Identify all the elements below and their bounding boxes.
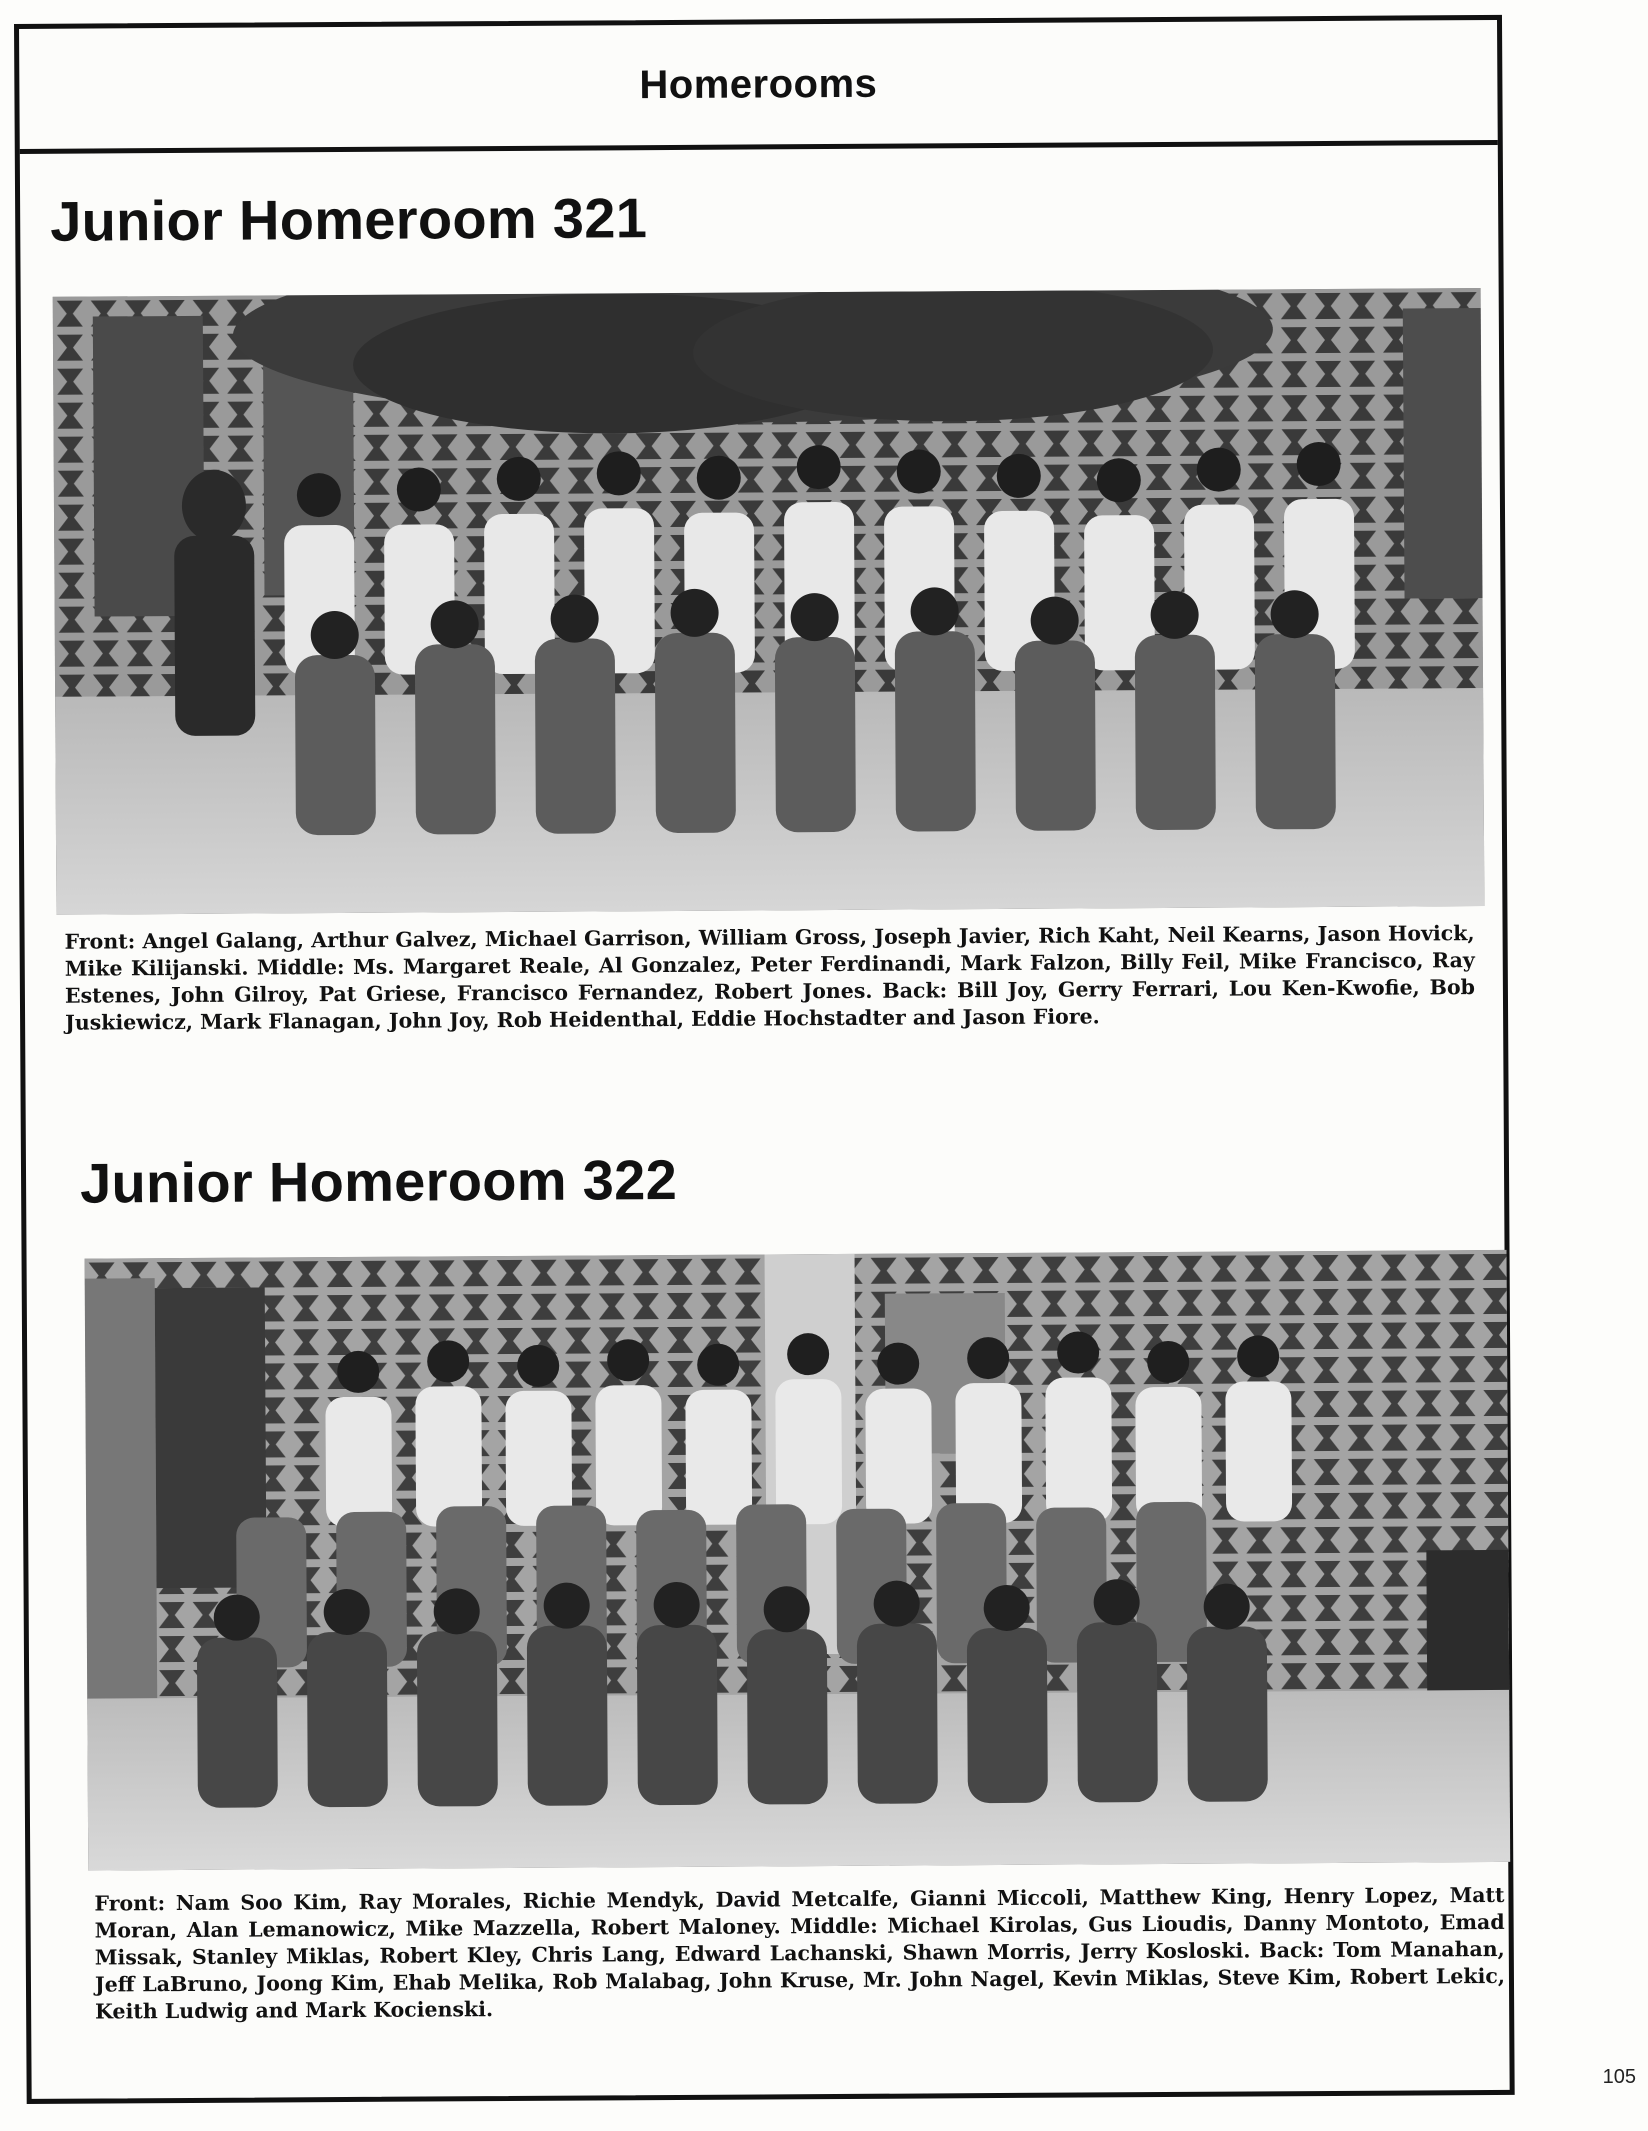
photo-homeroom-321-graphic [53, 288, 1485, 915]
section-title-homeroom-321: Junior Homeroom 321 [50, 186, 648, 253]
caption-homeroom-321: Front: Angel Galang, Arthur Galvez, Michael Garrison, William Gross, Joseph Javier, Rich Kaht, Neil Kearns, Jason Hovick, Mike Kilijanski. Middle: Ms. Margaret Reale, Al Gonzalez, Peter Ferdinandi, Mark Falzon, Billy Feil, Mike Francisco, Ray Estenes, John Gilroy, Pat Griese, Francisco Fernandez, Robert Jones. Back: Bill Joy, Gerry Ferrari, Lou Ken-Kwofie, Bob Juskiewicz, Mark Flanagan, John Joy, Rob Heidenthal, Eddie Hochstadter and Jason Fiore. [64, 921, 1475, 1035]
page-header [19, 20, 1498, 154]
photo-homeroom-322-graphic [85, 1250, 1511, 1871]
page-title: Homerooms [639, 61, 878, 107]
page-number: 105 [1602, 2066, 1636, 2088]
caption-homeroom-322: Front: Nam Soo Kim, Ray Morales, Richie Mendyk, David Metcalfe, Gianni Miccoli, Matthew King, Henry Lopez, Matt Moran, Alan Lemanowicz, Mike Mazzella, Robert Maloney. Middle: Michael Kirolas, Gus Lioudis, Danny Montoto, Emad Missak, Stanley Miklas, Robert Kley, Chris Lang, Edward Lachanski, Shawn Morris, Jerry Kosloski. Back: Tom Manahan, Jeff LaBruno, Joong Kim, Ehab Melika, Rob Malabag, John Kruse, Mr. John Nagel, Kevin Miklas, Steve Kim, Robert Lekic, Keith Ludwig and Mark Kocienski. [94, 1882, 1506, 2024]
group-photo-homeroom-321 [53, 288, 1485, 915]
section-title-homeroom-322: Junior Homeroom 322 [79, 1147, 678, 1215]
yearbook-page-frame [14, 15, 1515, 2104]
group-photo-homeroom-322 [85, 1250, 1511, 1871]
